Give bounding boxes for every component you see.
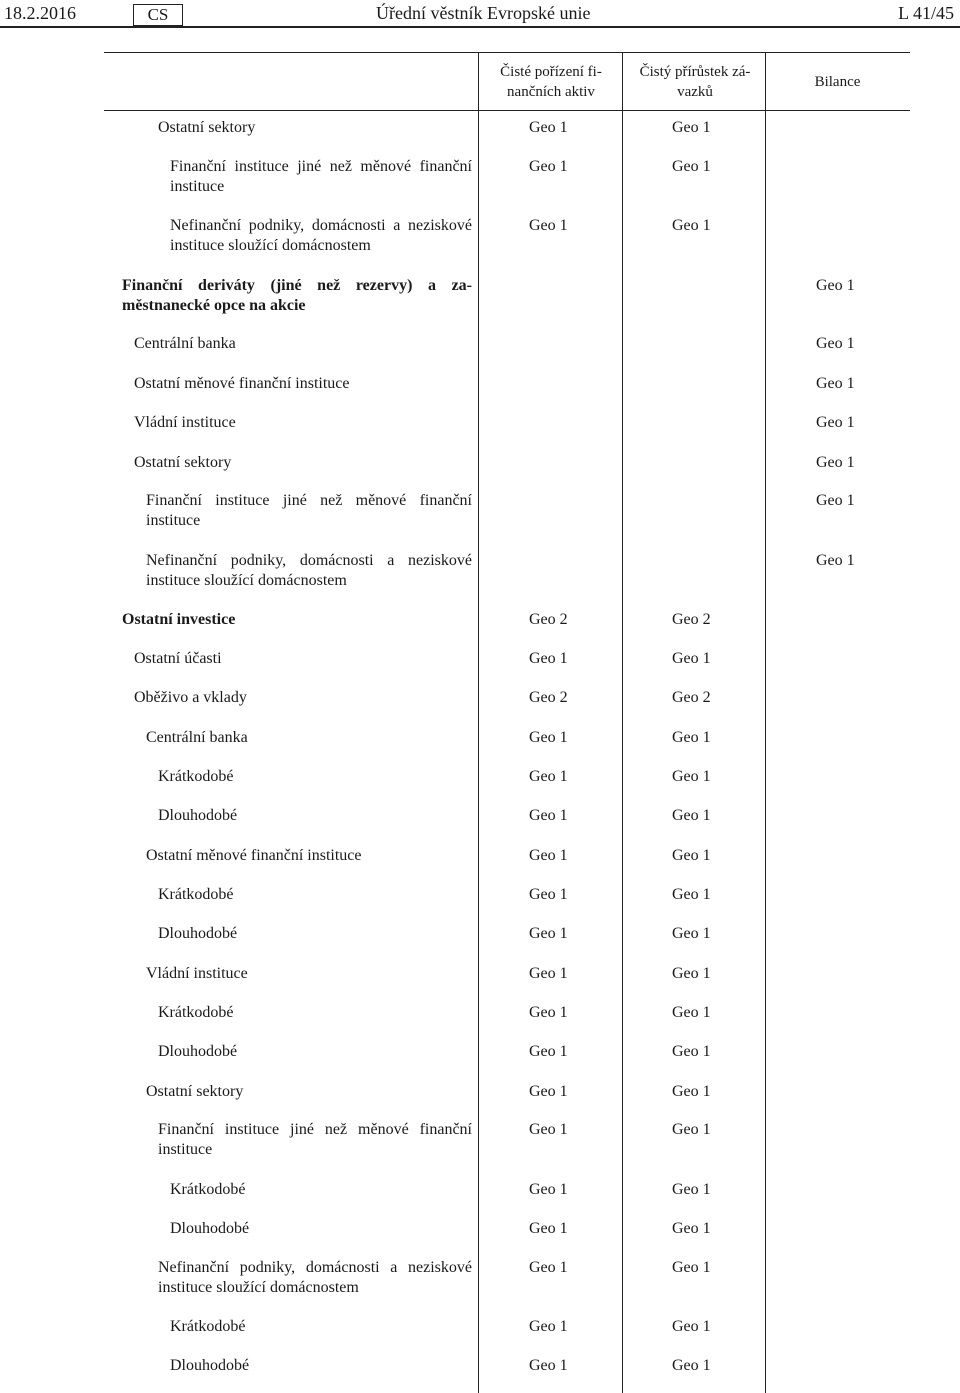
value-net-incurrence: Geo 1	[672, 965, 711, 982]
row-label: Centrální banka	[146, 729, 248, 746]
value-net-incurrence: Geo 1	[672, 847, 711, 864]
row-label: Finanční instituce jiné než měnové finanční instituce	[158, 1121, 472, 1158]
table-header-border	[104, 110, 910, 111]
value-net-acquisition: Geo 1	[529, 1259, 568, 1276]
value-net-incurrence: Geo 1	[672, 807, 711, 824]
value-net-acquisition: Geo 1	[529, 847, 568, 864]
value-net-incurrence: Geo 1	[672, 1259, 711, 1276]
value-net-acquisition: Geo 2	[529, 689, 568, 706]
row-label: Dlouhodobé	[158, 925, 238, 942]
value-net-acquisition: Geo 1	[529, 1121, 568, 1138]
value-net-incurrence: Geo 1	[672, 1004, 711, 1021]
value-net-incurrence: Geo 1	[672, 1181, 711, 1198]
value-net-incurrence: Geo 1	[672, 1083, 711, 1100]
value-net-incurrence: Geo 2	[672, 689, 711, 706]
value-net-acquisition: Geo 1	[529, 965, 568, 982]
page-header	[0, 0, 960, 26]
value-net-incurrence: Geo 1	[672, 729, 711, 746]
header-rule	[0, 26, 960, 28]
value-net-incurrence: Geo 1	[672, 1220, 711, 1237]
row-label: Dlouhodobé	[170, 1220, 250, 1237]
value-net-incurrence: Geo 1	[672, 925, 711, 942]
value-net-acquisition: Geo 1	[529, 119, 568, 136]
value-net-acquisition: Geo 1	[529, 1220, 568, 1237]
row-label: Ostatní sektory	[146, 1083, 244, 1100]
row-label: Ostatní měnové finanční instituce	[146, 847, 362, 864]
language-code-box: CS	[133, 4, 183, 26]
value-net-acquisition: Geo 1	[529, 768, 568, 785]
data-table	[0, 52, 960, 1393]
row-label: Ostatní sektory	[134, 454, 232, 471]
value-net-incurrence: Geo 1	[672, 1318, 711, 1335]
value-net-incurrence: Geo 2	[672, 611, 711, 628]
row-label: Dlouhodobé	[158, 807, 238, 824]
row-label: Dlouhodobé	[170, 1357, 250, 1374]
row-label: Krátkodobé	[170, 1318, 246, 1335]
value-balance: Geo 1	[816, 552, 855, 569]
value-balance: Geo 1	[816, 375, 855, 392]
value-balance: Geo 1	[816, 492, 855, 509]
value-balance: Geo 1	[816, 414, 855, 431]
row-label: Finanční deriváty (jiné než rezervy) a zaměstnanecké opce na akcie	[122, 277, 472, 314]
row-label: Ostatní účasti	[134, 650, 222, 667]
value-balance: Geo 1	[816, 454, 855, 471]
value-balance: Geo 1	[816, 335, 855, 352]
row-label: Krátkodobé	[158, 1004, 234, 1021]
row-label: Vládní instituce	[146, 965, 248, 982]
value-net-acquisition: Geo 1	[529, 1357, 568, 1374]
page-number: L 41/45	[898, 3, 954, 23]
column-divider	[622, 52, 623, 1393]
row-label: Oběživo a vklady	[134, 689, 247, 706]
value-net-acquisition: Geo 1	[529, 650, 568, 667]
row-label: Krátkodobé	[158, 768, 234, 785]
value-net-acquisition: Geo 2	[529, 611, 568, 628]
value-net-acquisition: Geo 1	[529, 925, 568, 942]
value-net-acquisition: Geo 1	[529, 1043, 568, 1060]
row-label: Nefinanční podniky, domácnosti a neziskové instituce sloužící domácnostem	[170, 217, 472, 254]
row-label: Vládní instituce	[134, 414, 236, 431]
row-label: Ostatní měnové finanční instituce	[134, 375, 350, 392]
value-net-incurrence: Geo 1	[672, 217, 711, 234]
value-net-acquisition: Geo 1	[529, 807, 568, 824]
row-label: Nefinanční podniky, domácnosti a neziskové instituce sloužící domácnostem	[158, 1259, 472, 1296]
value-net-incurrence: Geo 1	[672, 768, 711, 785]
value-net-acquisition: Geo 1	[529, 886, 568, 903]
publication-date: 18.2.2016	[4, 3, 76, 23]
column-header-net-acquisition: Čisté pořízení finančních aktiv	[500, 64, 602, 100]
row-label: Krátkodobé	[170, 1181, 246, 1198]
row-label: Centrální banka	[134, 335, 236, 352]
column-header-balance: Bilance	[814, 74, 861, 90]
value-net-acquisition: Geo 1	[529, 1181, 568, 1198]
value-net-incurrence: Geo 1	[672, 158, 711, 175]
value-net-incurrence: Geo 1	[672, 1043, 711, 1060]
column-divider	[478, 52, 479, 1393]
value-net-incurrence: Geo 1	[672, 650, 711, 667]
row-label: Dlouhodobé	[158, 1043, 238, 1060]
row-label: Ostatní sektory	[158, 119, 256, 136]
row-label: Finanční instituce jiné než měnové finanční instituce	[146, 492, 472, 529]
value-net-incurrence: Geo 1	[672, 1121, 711, 1138]
value-net-acquisition: Geo 1	[529, 158, 568, 175]
row-label: Ostatní investice	[122, 611, 236, 628]
value-net-acquisition: Geo 1	[529, 217, 568, 234]
value-net-incurrence: Geo 1	[672, 1357, 711, 1374]
row-label: Finanční instituce jiné než měnové finanční instituce	[170, 158, 472, 195]
table-top-border	[104, 52, 910, 53]
value-net-acquisition: Geo 1	[529, 729, 568, 746]
value-net-acquisition: Geo 1	[529, 1004, 568, 1021]
value-net-incurrence: Geo 1	[672, 886, 711, 903]
value-balance: Geo 1	[816, 277, 855, 294]
column-divider	[765, 52, 766, 1393]
value-net-acquisition: Geo 1	[529, 1083, 568, 1100]
journal-title: Úřední věstník Evropské unie	[376, 3, 591, 23]
column-header-net-incurrence: Čistý přírůstek závazků	[639, 64, 751, 100]
value-net-incurrence: Geo 1	[672, 119, 711, 136]
row-label: Nefinanční podniky, domácnosti a neziskové instituce sloužící domácnostem	[146, 552, 472, 589]
value-net-acquisition: Geo 1	[529, 1318, 568, 1335]
row-label: Krátkodobé	[158, 886, 234, 903]
